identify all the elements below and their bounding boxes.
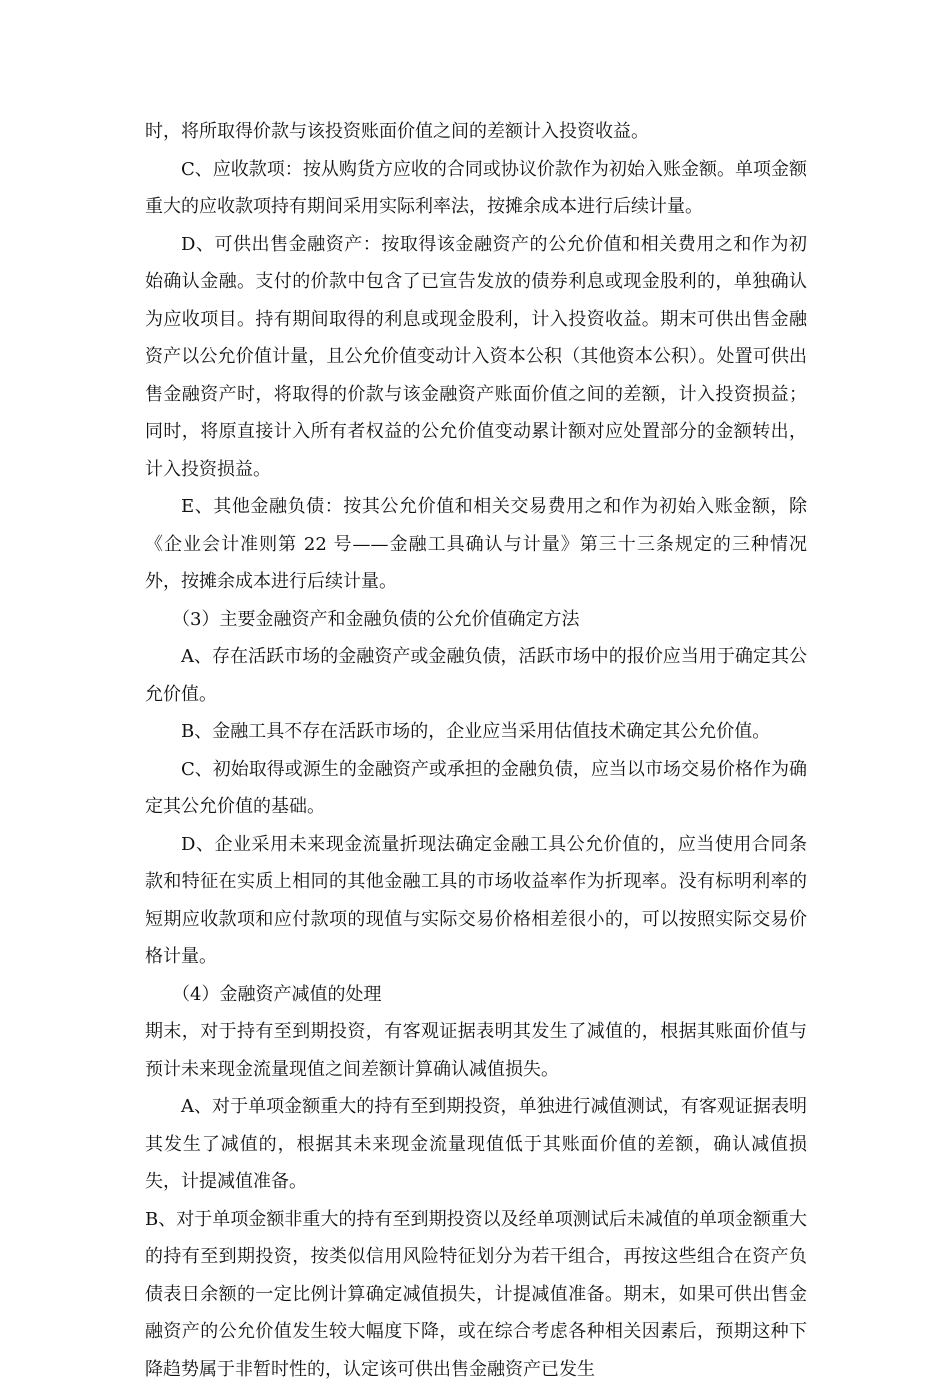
paragraph-continuation: 时，将所取得价款与该投资账面价值之间的差额计入投资收益。 xyxy=(145,113,807,151)
paragraph-fair-value-b: B、金融工具不存在活跃市场的，企业应当采用估值技术确定其公允价值。 xyxy=(145,713,807,751)
paragraph-other-liabilities: E、其他金融负债：按其公允价值和相关交易费用之和作为初始入账金额，除《企业会计准则第 22 号——金融工具确认与计量》第三十三条规定的三种情况外，按摊余成本进行后续计量。 xyxy=(145,488,807,601)
section-heading-fair-value: （3）主要金融资产和金融负债的公允价值确定方法 xyxy=(145,601,807,639)
document-page xyxy=(145,113,807,1388)
paragraph-impairment-b: B、对于单项金额非重大的持有至到期投资以及经单项测试后未减值的单项金额重大的持有至到期投资，按类似信用风险特征划分为若干组合，再按这些组合在资产负债表日余额的一定比例计算确定减值损失，计提减值准备。期末，如果可供出售金融资产的公允价值发生较大幅度下降，或在综合考虑各种相关因素后，预期这种下降趋势属于非暂时性的，认定该可供出售金融资产已发生 xyxy=(145,1201,807,1388)
paragraph-fair-value-d: D、企业采用未来现金流量折现法确定金融工具公允价值的，应当使用合同条款和特征在实质上相同的其他金融工具的市场收益率作为折现率。没有标明利率的短期应收款项和应付款项的现值与实际交易价格相差很小的，可以按照实际交易价格计量。 xyxy=(145,826,807,976)
paragraph-fair-value-c: C、初始取得或源生的金融资产或承担的金融负债，应当以市场交易价格作为确定其公允价值的基础。 xyxy=(145,751,807,826)
paragraph-fair-value-a: A、存在活跃市场的金融资产或金融负债，活跃市场中的报价应当用于确定其公允价值。 xyxy=(145,638,807,713)
paragraph-impairment-a: A、对于单项金额重大的持有至到期投资，单独进行减值测试，有客观证据表明其发生了减值的，根据其未来现金流量现值低于其账面价值的差额，确认减值损失，计提减值准备。 xyxy=(145,1088,807,1201)
paragraph-receivables: C、应收款项：按从购货方应收的合同或协议价款作为初始入账金额。单项金额重大的应收款项持有期间采用实际利率法，按摊余成本进行后续计量。 xyxy=(145,151,807,226)
paragraph-impairment-intro: 期末，对于持有至到期投资，有客观证据表明其发生了减值的，根据其账面价值与预计未来现金流量现值之间差额计算确认减值损失。 xyxy=(145,1013,807,1088)
section-heading-impairment: （4）金融资产减值的处理 xyxy=(145,976,807,1014)
paragraph-available-for-sale: D、可供出售金融资产：按取得该金融资产的公允价值和相关费用之和作为初始确认金融。支付的价款中包含了已宣告发放的债券利息或现金股利的，单独确认为应收项目。持有期间取得的利息或现金股利，计入投资收益。期末可供出售金融资产以公允价值计量，且公允价值变动计入资本公积（其他资本公积）。处置可供出售金融资产时，将取得的价款与该金融资产账面价值之间的差额，计入投资损益；同时，将原直接计入所有者权益的公允价值变动累计额对应处置部分的金额转出，计入投资损益。 xyxy=(145,226,807,489)
